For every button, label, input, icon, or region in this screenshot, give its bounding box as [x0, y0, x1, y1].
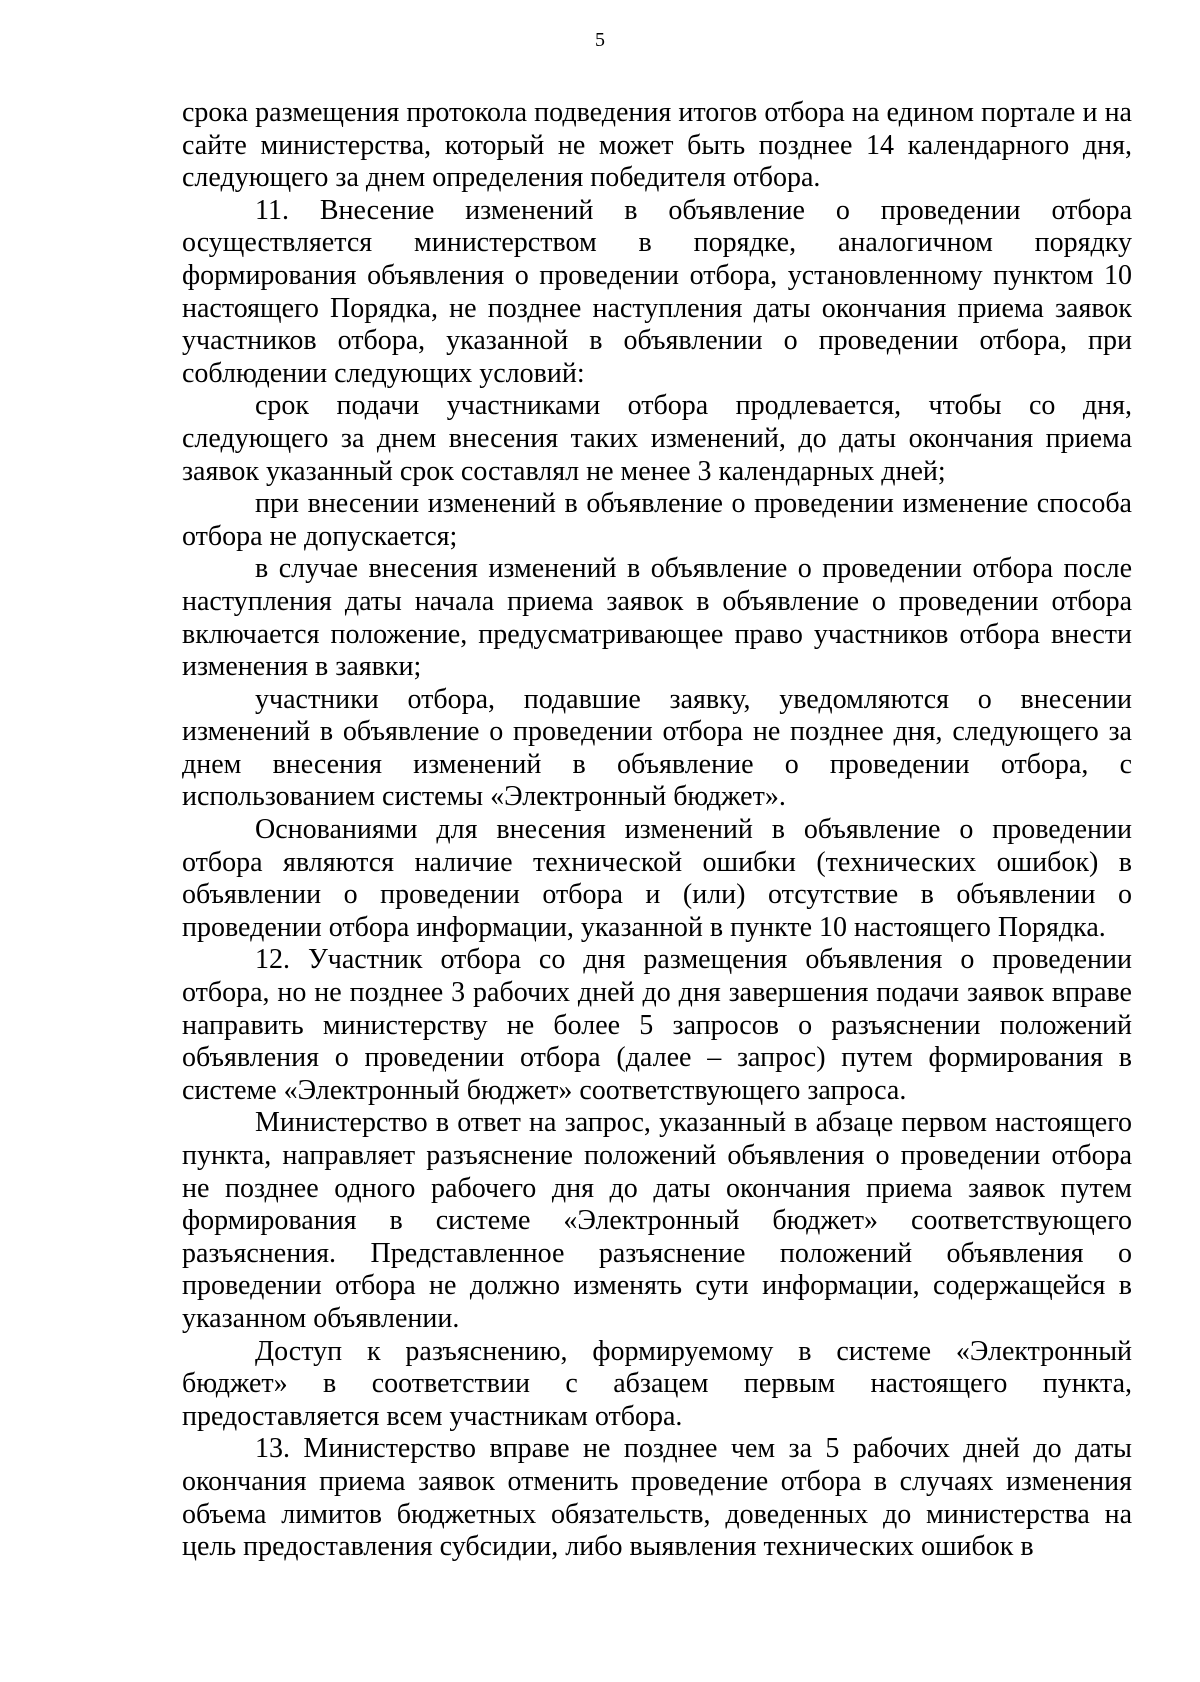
paragraph-condition-deadline: срок подачи участниками отбора продлевается, чтобы со дня, следующего за днем внесения таких изменений, до даты окончания приема заявок указанный срок составлял не менее 3 календарных дней;	[182, 390, 1132, 487]
paragraph-grounds: Основаниями для внесения изменений в объявление о проведении отбора являются наличие технической ошибки (технических ошибок) в объявлении о проведении отбора и (или) отсутствие в объявлении о проведении отбора информации, указанной в пункте 10 настоящего Порядка.	[182, 814, 1132, 943]
page-number: 5	[595, 29, 605, 51]
paragraph-access: Доступ к разъяснению, формируемому в системе «Электронный бюджет» в соответствии с абзацем первым настоящего пункта, предоставляется всем участникам отбора.	[182, 1335, 1132, 1432]
paragraph-item-11: 11. Внесение изменений в объявление о проведении отбора осуществляется министерством в порядке, аналогичном порядку формирования объявления о проведении отбора, установленному пунктом 10 настоящего Порядка, не позднее наступления даты окончания приема заявок участников отбора, указанной в объявлении о проведении отбора, при соблюдении следующих условий:	[182, 194, 1132, 389]
paragraph-continuation: срока размещения протокола подведения итогов отбора на едином портале и на сайте министерства, который не может быть позднее 14 календарного дня, следующего за днем определения победителя отбора.	[182, 97, 1132, 194]
paragraph-condition-method: при внесении изменений в объявление о проведении изменение способа отбора не допускается;	[182, 488, 1132, 552]
paragraph-condition-applications: в случае внесения изменений в объявление о проведении отбора после наступления даты начала приема заявок в объявление о проведении отбора включается положение, предусматривающее право участников отбора внести изменения в заявки;	[182, 553, 1132, 683]
paragraph-item-12: 12. Участник отбора со дня размещения объявления о проведении отбора, но не позднее 3 рабочих дней до дня завершения подачи заявок вправе направить министерству не более 5 запросов о разъяснении положений объявления о проведении отбора (далее – запрос) путем формирования в системе «Электронный бюджет» соответствующего запроса.	[182, 944, 1132, 1106]
paragraph-condition-notification: участники отбора, подавшие заявку, уведомляются о внесении изменений в объявление о проведении отбора не позднее дня, следующего за днем внесения изменений в объявление о проведении отбора, с использованием системы «Электронный бюджет».	[182, 683, 1132, 813]
paragraph-item-13: 13. Министерство вправе не позднее чем за 5 рабочих дней до даты окончания приема заявок отменить проведение отбора в случаях изменения объема лимитов бюджетных обязательств, доведенных до министерства на цель предоставления субсидии, либо выявления технических ошибок в	[182, 1433, 1132, 1563]
document-body	[182, 97, 1132, 1564]
paragraph-ministry-response: Министерство в ответ на запрос, указанный в абзаце первом настоящего пункта, направляет разъяснение положений объявления о проведении отбора не позднее одного рабочего дня до даты окончания приема заявок путем формирования в системе «Электронный бюджет» соответствующего разъяснения. Представленное разъяснение положений объявления о проведении отбора не должно изменять сути информации, содержащейся в указанном объявлении.	[182, 1107, 1132, 1334]
